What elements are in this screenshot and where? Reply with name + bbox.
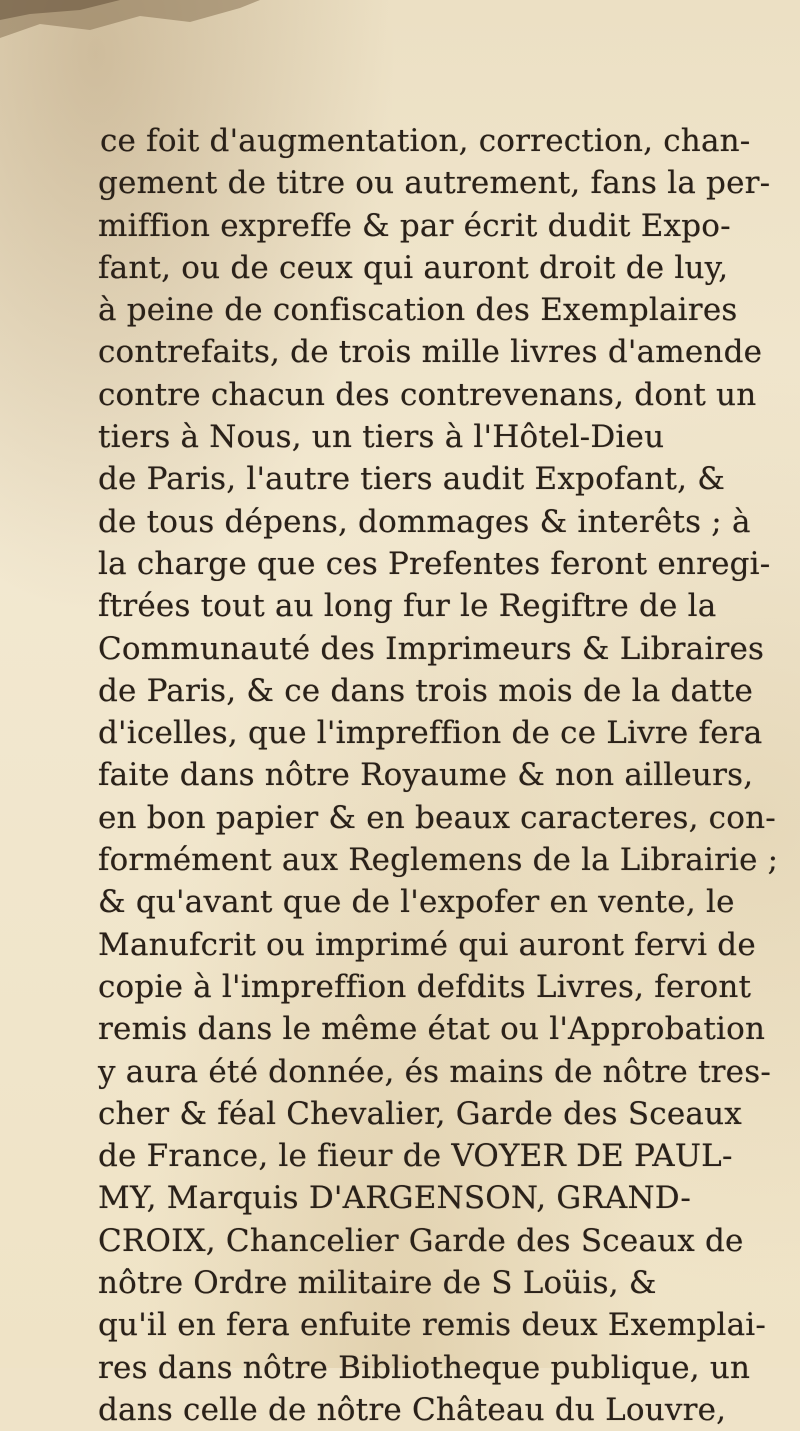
text-line: res dans nôtre Bibliotheque publique, un: [98, 1349, 751, 1386]
text-line: contre chacun des contrevenans, dont un: [98, 376, 757, 413]
text-line: en bon papier & en beaux caracteres, con-: [98, 799, 776, 836]
text-line: CROIX, Chancelier Garde des Sceaux de: [98, 1222, 744, 1259]
document-body: [98, 120, 778, 1431]
text-line: contrefaits, de trois mille livres d'amende: [98, 334, 763, 371]
text-line: gement de titre ou autrement, fans la per-: [98, 165, 771, 202]
text-line: à peine de confiscation des Exemplaires: [98, 292, 738, 329]
text-line: de Paris, l'autre tiers audit Expofant, &: [98, 461, 726, 498]
text-line: la charge que ces Prefentes feront enregi-: [98, 545, 771, 582]
text-line: nôtre Ordre militaire de S Loüis, &: [98, 1265, 657, 1302]
text-line: fant, ou de ceux qui auront droit de luy,: [98, 249, 729, 286]
text-line: de tous dépens, dommages & interêts ; à: [98, 503, 751, 540]
text-line: tiers à Nous, un tiers à l'Hôtel-Dieu: [98, 419, 665, 456]
text-line: copie à l'impreffion defdits Livres, feront: [98, 968, 752, 1005]
text-line: formément aux Reglemens de la Librairie ;: [98, 842, 779, 879]
text-line: faite dans nôtre Royaume & non ailleurs,: [98, 757, 754, 794]
text-line: de Paris, & ce dans trois mois de la datte: [98, 672, 754, 709]
text-line: d'icelles, que l'impreffion de ce Livre fera: [98, 715, 763, 752]
text-line: cher & féal Chevalier, Garde des Sceaux: [98, 1095, 742, 1132]
text-line: y aura été donnée, és mains de nôtre tres-: [98, 1053, 771, 1090]
text-line: ftrées tout au long fur le Regiftre de la: [98, 588, 717, 625]
text-line: de France, le fieur de VOYER DE PAUL-: [98, 1138, 733, 1175]
text-line: & qu'avant que de l'expofer en vente, le: [98, 884, 735, 921]
torn-page-edge: [0, 0, 800, 70]
text-line: Communauté des Imprimeurs & Libraires: [98, 630, 765, 667]
text-line: Manufcrit ou imprimé qui auront fervi de: [98, 926, 756, 963]
text-line: ce foit d'augmentation, correction, chan-: [100, 123, 751, 159]
text-line: remis dans le même état ou l'Approbation: [98, 1011, 766, 1048]
text-line: MY, Marquis D'ARGENSON, GRAND-: [98, 1180, 692, 1217]
text-line: miffion expreffe & par écrit dudit Expo-: [98, 207, 731, 244]
text-line: qu'il en fera enfuite remis deux Exemplai-: [98, 1307, 767, 1344]
text-line: dans celle de nôtre Château du Louvre,: [98, 1391, 727, 1428]
